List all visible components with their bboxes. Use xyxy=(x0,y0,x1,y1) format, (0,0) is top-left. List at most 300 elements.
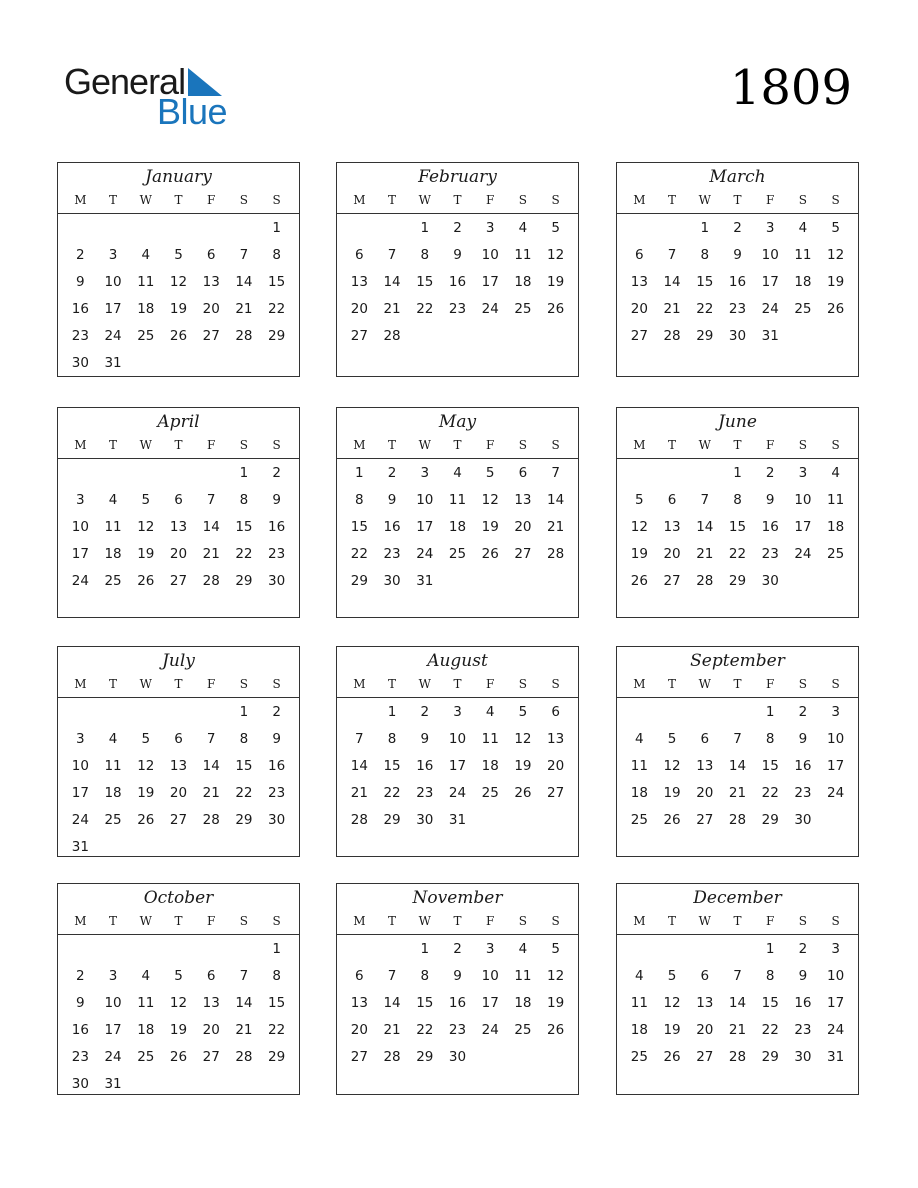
day-grid xyxy=(58,460,299,595)
day-cell: 18 xyxy=(448,519,467,535)
day-cell: 22 xyxy=(235,785,253,801)
day-cell: 10 xyxy=(827,968,845,984)
empty-day-cell xyxy=(129,936,162,963)
empty-day-cell xyxy=(195,699,228,726)
day-cell: 26 xyxy=(481,546,499,562)
day-cell: 14 xyxy=(696,519,714,535)
day-cell: 27 xyxy=(696,812,714,828)
empty-day-cell xyxy=(721,936,754,963)
day-cell: 9 xyxy=(733,247,742,263)
month-title: June xyxy=(718,412,757,432)
day-cell: 30 xyxy=(71,355,89,371)
day-cell: 29 xyxy=(761,1049,779,1065)
month-title: April xyxy=(157,412,200,432)
day-cell: 17 xyxy=(104,1022,122,1038)
day-cell: 10 xyxy=(481,968,499,984)
day-cell: 27 xyxy=(202,1049,220,1065)
day-cell: 23 xyxy=(794,1022,812,1038)
weekday-header: F xyxy=(766,193,775,207)
day-cell: 8 xyxy=(420,247,430,263)
weekday-header: M xyxy=(353,677,366,691)
weekday-header: T xyxy=(733,193,742,207)
day-cell: 11 xyxy=(827,492,845,508)
month-title: November xyxy=(412,888,503,908)
day-cell: 30 xyxy=(728,328,747,344)
empty-day-cell xyxy=(162,699,195,726)
day-cell: 14 xyxy=(350,758,368,774)
weekday-header: W xyxy=(418,914,431,928)
day-cell: 28 xyxy=(728,1049,747,1065)
day-cell: 29 xyxy=(235,573,253,589)
day-cell: 24 xyxy=(104,1049,122,1065)
day-cell: 20 xyxy=(169,785,188,801)
weekday-header: F xyxy=(207,193,216,207)
empty-day-cell xyxy=(656,936,689,963)
month-title: September xyxy=(690,651,785,671)
day-cell: 6 xyxy=(700,968,710,984)
day-cell: 1 xyxy=(420,941,430,957)
day-cell: 22 xyxy=(761,785,779,801)
weekday-header: W xyxy=(698,914,711,928)
weekday-header: T xyxy=(453,914,462,928)
day-cell: 17 xyxy=(71,546,89,562)
weekday-header: F xyxy=(766,677,775,691)
day-cell: 28 xyxy=(383,1049,401,1065)
month-january xyxy=(57,162,300,377)
day-cell: 21 xyxy=(350,785,368,801)
day-cell: 11 xyxy=(137,274,155,290)
day-cell: 2 xyxy=(420,704,430,720)
day-cell: 7 xyxy=(239,968,249,984)
empty-day-cell xyxy=(64,936,97,963)
day-cell: 16 xyxy=(761,519,779,535)
day-cell: 23 xyxy=(268,785,286,801)
empty-day-cell xyxy=(64,460,97,487)
day-cell: 5 xyxy=(485,465,495,481)
day-cell: 31 xyxy=(104,355,122,371)
day-cell: 12 xyxy=(137,758,155,774)
weekday-header: W xyxy=(698,438,711,452)
day-cell: 22 xyxy=(416,1022,434,1038)
day-cell: 11 xyxy=(794,247,812,263)
day-cell: 8 xyxy=(765,731,775,747)
weekday-header: T xyxy=(109,677,118,691)
day-cell: 9 xyxy=(765,492,775,508)
day-cell: 17 xyxy=(827,995,845,1011)
empty-day-cell xyxy=(376,936,409,963)
day-cell: 23 xyxy=(268,546,286,562)
day-cell: 23 xyxy=(761,546,779,562)
day-cell: 26 xyxy=(169,1049,188,1065)
day-cell: 12 xyxy=(630,519,648,535)
empty-day-cell xyxy=(656,699,689,726)
day-cell: 28 xyxy=(663,328,681,344)
day-grid xyxy=(58,936,299,1098)
day-cell: 5 xyxy=(551,941,560,957)
weekday-header: T xyxy=(109,438,118,452)
day-cell: 16 xyxy=(71,301,89,317)
day-cell: 14 xyxy=(202,519,220,535)
weekday-header: S xyxy=(518,914,528,928)
day-cell: 24 xyxy=(827,1022,845,1038)
day-cell: 18 xyxy=(514,274,532,290)
weekday-header-row xyxy=(337,434,578,459)
day-cell: 9 xyxy=(76,995,85,1011)
day-cell: 3 xyxy=(76,731,85,747)
day-cell: 6 xyxy=(635,247,644,263)
day-cell: 29 xyxy=(761,812,779,828)
day-cell: 13 xyxy=(663,519,681,535)
day-cell: 22 xyxy=(268,1022,286,1038)
day-cell: 8 xyxy=(239,492,249,508)
month-october xyxy=(57,883,300,1095)
day-cell: 9 xyxy=(453,968,462,984)
empty-day-cell xyxy=(623,699,656,726)
day-cell: 18 xyxy=(630,1022,648,1038)
day-cell: 9 xyxy=(272,492,281,508)
weekday-header: M xyxy=(353,193,366,207)
day-cell: 12 xyxy=(547,968,565,984)
day-cell: 31 xyxy=(104,1076,122,1092)
day-cell: 6 xyxy=(551,704,560,720)
day-cell: 25 xyxy=(137,328,155,344)
day-cell: 29 xyxy=(268,1049,286,1065)
weekday-header: S xyxy=(831,438,840,452)
empty-day-cell xyxy=(97,215,130,242)
weekday-header: S xyxy=(551,914,560,928)
month-august xyxy=(336,646,579,857)
day-cell: 20 xyxy=(169,546,188,562)
day-grid xyxy=(337,699,578,834)
empty-day-cell xyxy=(343,936,376,963)
day-cell: 26 xyxy=(663,1049,681,1065)
day-cell: 20 xyxy=(350,1022,368,1038)
day-cell: 1 xyxy=(700,220,710,236)
day-cell: 24 xyxy=(448,785,467,801)
day-cell: 11 xyxy=(630,758,648,774)
day-cell: 13 xyxy=(514,492,532,508)
day-cell: 15 xyxy=(235,519,253,535)
weekday-header: T xyxy=(668,438,677,452)
day-cell: 5 xyxy=(635,492,644,508)
day-cell: 7 xyxy=(206,492,216,508)
day-cell: 12 xyxy=(481,492,499,508)
day-cell: 4 xyxy=(108,731,118,747)
day-cell: 16 xyxy=(728,274,747,290)
empty-day-cell xyxy=(688,460,721,487)
day-cell: 4 xyxy=(831,465,840,481)
weekday-header: S xyxy=(798,193,808,207)
day-cell: 9 xyxy=(453,247,462,263)
day-cell: 6 xyxy=(700,731,710,747)
day-cell: 4 xyxy=(518,941,528,957)
day-cell: 30 xyxy=(448,1049,467,1065)
day-cell: 19 xyxy=(630,546,648,562)
day-cell: 30 xyxy=(383,573,401,589)
day-cell: 24 xyxy=(481,1022,499,1038)
empty-day-cell xyxy=(623,460,656,487)
day-cell: 19 xyxy=(663,1022,681,1038)
day-cell: 6 xyxy=(174,731,183,747)
day-cell: 13 xyxy=(202,995,220,1011)
weekday-header-row xyxy=(337,910,578,935)
day-cell: 15 xyxy=(761,995,779,1011)
empty-day-cell xyxy=(228,936,261,963)
day-cell: 13 xyxy=(696,995,714,1011)
weekday-header: T xyxy=(174,193,183,207)
day-cell: 8 xyxy=(239,731,249,747)
day-cell: 9 xyxy=(76,274,85,290)
day-cell: 1 xyxy=(765,941,775,957)
day-cell: 11 xyxy=(104,758,122,774)
day-cell: 12 xyxy=(547,247,565,263)
day-cell: 7 xyxy=(700,492,710,508)
day-cell: 7 xyxy=(733,968,742,984)
day-cell: 10 xyxy=(448,731,467,747)
weekday-header: W xyxy=(418,438,431,452)
weekday-header: M xyxy=(633,193,646,207)
weekday-header: T xyxy=(453,438,462,452)
empty-day-cell xyxy=(623,936,656,963)
day-cell: 9 xyxy=(420,731,430,747)
day-cell: 13 xyxy=(630,274,648,290)
day-cell: 21 xyxy=(235,1022,253,1038)
day-cell: 11 xyxy=(137,995,155,1011)
day-cell: 10 xyxy=(104,274,122,290)
weekday-header: F xyxy=(207,438,216,452)
weekday-header: T xyxy=(733,914,742,928)
day-cell: 24 xyxy=(794,546,812,562)
day-cell: 14 xyxy=(383,274,401,290)
day-cell: 4 xyxy=(108,492,118,508)
day-cell: 16 xyxy=(416,758,434,774)
weekday-header: S xyxy=(831,193,840,207)
day-cell: 1 xyxy=(272,941,281,957)
weekday-header: T xyxy=(174,677,183,691)
day-cell: 5 xyxy=(667,731,677,747)
month-june xyxy=(616,407,859,618)
day-cell: 12 xyxy=(169,995,188,1011)
day-cell: 7 xyxy=(387,247,397,263)
month-title: December xyxy=(693,888,782,908)
day-cell: 30 xyxy=(268,812,286,828)
month-july xyxy=(57,646,300,857)
weekday-header: S xyxy=(551,193,560,207)
day-cell: 20 xyxy=(202,301,220,317)
day-cell: 2 xyxy=(765,465,775,481)
day-cell: 21 xyxy=(547,519,565,535)
weekday-header: S xyxy=(798,677,808,691)
day-cell: 17 xyxy=(761,274,779,290)
day-cell: 21 xyxy=(696,546,714,562)
day-cell: 18 xyxy=(137,301,155,317)
weekday-header: S xyxy=(518,677,528,691)
day-cell: 10 xyxy=(761,247,779,263)
weekday-header: F xyxy=(766,914,775,928)
day-grid xyxy=(617,215,858,350)
day-cell: 15 xyxy=(350,519,368,535)
day-cell: 7 xyxy=(355,731,364,747)
day-cell: 14 xyxy=(202,758,220,774)
day-cell: 14 xyxy=(383,995,401,1011)
weekday-header: M xyxy=(353,914,366,928)
weekday-header-row xyxy=(617,910,858,935)
day-cell: 30 xyxy=(416,812,434,828)
empty-day-cell xyxy=(97,936,130,963)
weekday-header: F xyxy=(486,438,495,452)
day-cell: 6 xyxy=(206,247,216,263)
day-cell: 6 xyxy=(518,465,528,481)
day-cell: 4 xyxy=(141,968,151,984)
empty-day-cell xyxy=(162,936,195,963)
day-grid xyxy=(58,215,299,377)
weekday-header: M xyxy=(633,677,646,691)
day-cell: 25 xyxy=(481,785,499,801)
day-cell: 18 xyxy=(137,1022,155,1038)
day-cell: 7 xyxy=(387,968,397,984)
day-cell: 5 xyxy=(518,704,528,720)
day-cell: 3 xyxy=(765,220,775,236)
day-cell: 14 xyxy=(728,995,747,1011)
month-december xyxy=(616,883,859,1095)
day-cell: 30 xyxy=(761,573,779,589)
day-cell: 6 xyxy=(174,492,183,508)
day-cell: 20 xyxy=(696,785,714,801)
day-cell: 19 xyxy=(169,301,188,317)
day-grid xyxy=(617,699,858,834)
day-cell: 28 xyxy=(728,812,747,828)
weekday-header: W xyxy=(698,193,711,207)
empty-day-cell xyxy=(688,699,721,726)
day-cell: 24 xyxy=(827,785,845,801)
day-cell: 16 xyxy=(268,758,286,774)
day-cell: 7 xyxy=(206,731,216,747)
day-cell: 5 xyxy=(831,220,840,236)
day-cell: 15 xyxy=(728,519,747,535)
day-cell: 20 xyxy=(630,301,648,317)
empty-day-cell xyxy=(688,936,721,963)
day-cell: 20 xyxy=(514,519,532,535)
day-cell: 2 xyxy=(453,220,462,236)
day-cell: 17 xyxy=(71,785,89,801)
weekday-header-row xyxy=(337,673,578,698)
day-cell: 4 xyxy=(798,220,808,236)
month-title: October xyxy=(143,888,214,908)
day-cell: 19 xyxy=(169,1022,188,1038)
day-cell: 16 xyxy=(71,1022,89,1038)
weekday-header-row xyxy=(617,434,858,459)
day-cell: 12 xyxy=(514,731,532,747)
weekday-header: F xyxy=(486,677,495,691)
day-cell: 3 xyxy=(420,465,430,481)
day-cell: 10 xyxy=(416,492,434,508)
day-cell: 3 xyxy=(798,465,808,481)
day-cell: 18 xyxy=(827,519,845,535)
empty-day-cell xyxy=(195,936,228,963)
day-cell: 10 xyxy=(104,995,122,1011)
month-march xyxy=(616,162,859,377)
day-cell: 1 xyxy=(765,704,775,720)
day-cell: 2 xyxy=(733,220,742,236)
day-cell: 23 xyxy=(71,328,89,344)
day-cell: 17 xyxy=(481,995,499,1011)
day-cell: 20 xyxy=(350,301,368,317)
empty-day-cell xyxy=(129,215,162,242)
month-november xyxy=(336,883,579,1095)
day-cell: 6 xyxy=(355,968,364,984)
day-cell: 15 xyxy=(416,274,434,290)
day-cell: 13 xyxy=(350,995,368,1011)
day-cell: 2 xyxy=(76,247,85,263)
weekday-header: T xyxy=(453,677,462,691)
empty-day-cell xyxy=(162,215,195,242)
empty-day-cell xyxy=(656,215,689,242)
weekday-header: S xyxy=(272,438,281,452)
day-cell: 5 xyxy=(174,247,183,263)
logo-word-general: General xyxy=(64,61,186,102)
weekday-header: T xyxy=(668,193,677,207)
day-cell: 15 xyxy=(235,758,253,774)
day-cell: 26 xyxy=(547,301,565,317)
weekday-header: T xyxy=(174,914,183,928)
day-cell: 1 xyxy=(733,465,742,481)
day-cell: 18 xyxy=(630,785,648,801)
day-cell: 19 xyxy=(547,995,565,1011)
day-cell: 12 xyxy=(663,995,681,1011)
day-cell: 11 xyxy=(514,968,532,984)
empty-day-cell xyxy=(64,215,97,242)
empty-day-cell xyxy=(228,215,261,242)
day-cell: 27 xyxy=(169,573,188,589)
day-cell: 26 xyxy=(137,573,155,589)
day-cell: 21 xyxy=(728,785,747,801)
day-cell: 27 xyxy=(350,1049,368,1065)
weekday-header: M xyxy=(633,438,646,452)
month-september xyxy=(616,646,859,857)
day-cell: 1 xyxy=(420,220,430,236)
day-cell: 27 xyxy=(663,573,681,589)
day-cell: 3 xyxy=(453,704,462,720)
day-cell: 25 xyxy=(630,812,648,828)
empty-day-cell xyxy=(97,699,130,726)
day-cell: 11 xyxy=(630,995,648,1011)
day-cell: 16 xyxy=(794,758,812,774)
weekday-header: F xyxy=(766,438,775,452)
day-cell: 24 xyxy=(481,301,499,317)
day-cell: 15 xyxy=(761,758,779,774)
month-title: August xyxy=(427,651,488,671)
day-cell: 24 xyxy=(761,301,779,317)
day-cell: 12 xyxy=(169,274,188,290)
day-cell: 1 xyxy=(239,704,249,720)
day-cell: 28 xyxy=(383,328,401,344)
day-cell: 9 xyxy=(798,731,808,747)
day-cell: 8 xyxy=(420,968,430,984)
weekday-header: S xyxy=(272,914,281,928)
day-cell: 13 xyxy=(169,519,188,535)
day-cell: 25 xyxy=(827,546,845,562)
day-cell: 2 xyxy=(272,465,281,481)
empty-day-cell xyxy=(129,460,162,487)
day-cell: 27 xyxy=(202,328,220,344)
day-cell: 8 xyxy=(700,247,710,263)
day-cell: 6 xyxy=(206,968,216,984)
day-cell: 28 xyxy=(235,1049,253,1065)
day-cell: 21 xyxy=(202,546,220,562)
day-cell: 16 xyxy=(268,519,286,535)
day-cell: 19 xyxy=(137,546,155,562)
day-cell: 13 xyxy=(696,758,714,774)
